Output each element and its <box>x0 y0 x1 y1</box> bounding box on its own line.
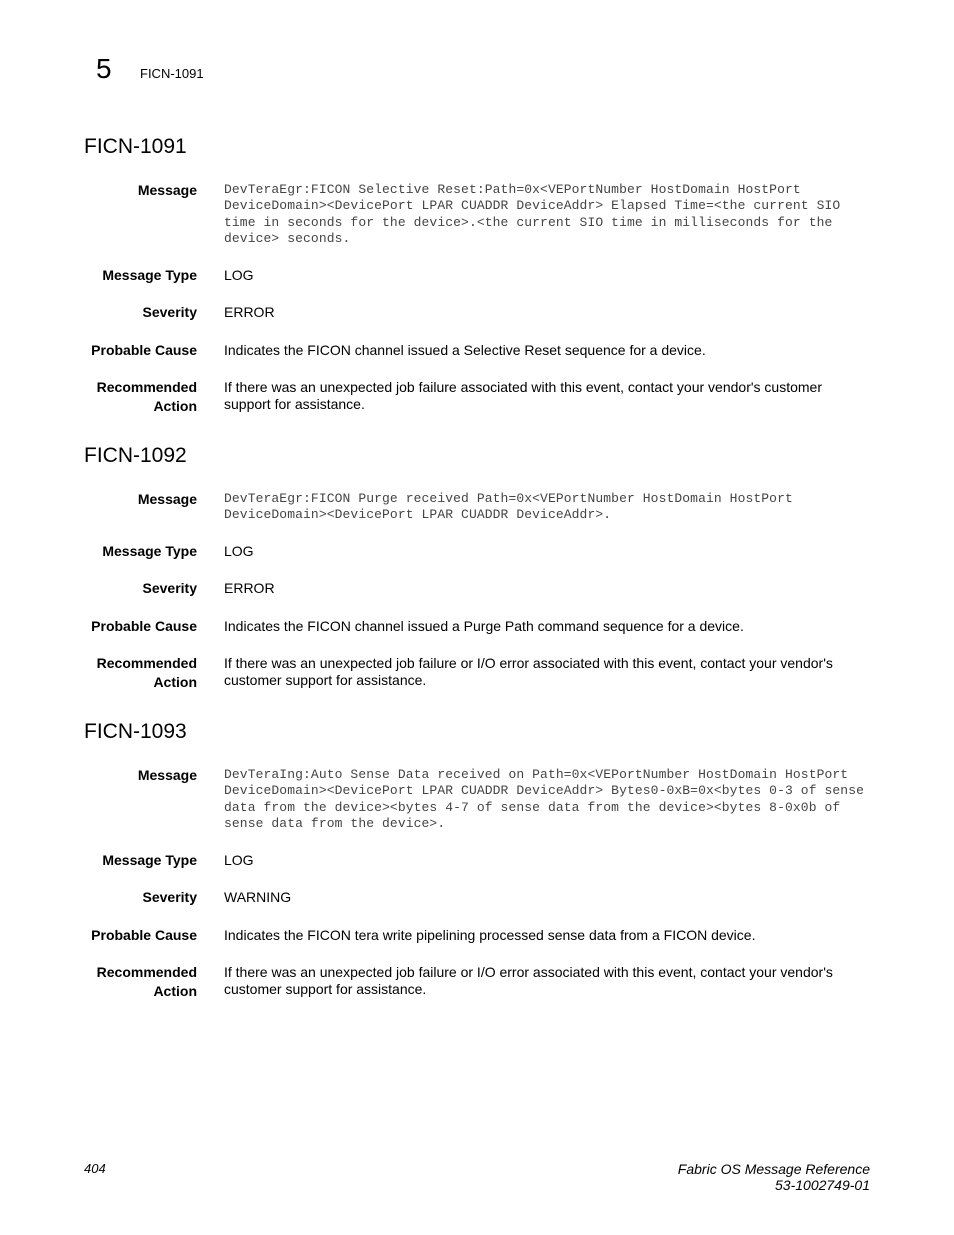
doc-number: 53-1002749-01 <box>775 1177 870 1193</box>
page-number: 404 <box>84 1161 106 1176</box>
recommended-label-line1: Recommended <box>96 964 197 980</box>
recommended-label-line1: Recommended <box>96 379 197 395</box>
doc-title: Fabric OS Message Reference <box>677 1161 870 1177</box>
message-label: Message <box>137 491 197 507</box>
severity-value: ERROR <box>224 304 275 320</box>
message-type-value: LOG <box>224 267 254 283</box>
recommended-action-value: If there was an unexpected job failure associated with this event, contact your vendor's customer support for assistance. <box>224 379 822 412</box>
recommended-label-line2: Action <box>153 674 197 690</box>
recommended-action-label <box>37 378 197 416</box>
message-label: Message <box>137 767 197 783</box>
message-type-label: Message Type <box>102 543 197 559</box>
severity-value: WARNING <box>224 889 292 905</box>
severity-label: Severity <box>142 580 197 596</box>
running-head: FICN-1091 <box>140 66 204 81</box>
message-type-label: Message Type <box>102 852 197 868</box>
recommended-label-line2: Action <box>153 983 197 999</box>
message-text: DevTeraEgr:FICON Selective Reset:Path=0x<VEPortNumber HostDomain HostPort DeviceDomain><DevicePort LPAR CUADDR DeviceAddr> Elapsed Time=<the current SIO time in seconds for the device>.<the current SIO time in milliseconds for the device> seconds. <box>224 182 841 246</box>
recommended-action-value: If there was an unexpected job failure or I/O error associated with this event, contact your vendor's customer support for assistance. <box>224 655 833 688</box>
recommended-label-line2: Action <box>153 398 197 414</box>
severity-label: Severity <box>142 889 197 905</box>
footer-doc-info <box>678 1161 870 1193</box>
message-type-value: LOG <box>224 852 254 868</box>
recommended-label-line1: Recommended <box>96 655 197 671</box>
probable-cause-value: Indicates the FICON channel issued a Purge Path command sequence for a device. <box>224 618 744 634</box>
message-type-value: LOG <box>224 543 254 559</box>
recommended-action-label <box>37 654 197 692</box>
section-title: FICN-1092 <box>84 444 187 467</box>
message-text: DevTeraEgr:FICON Purge received Path=0x<VEPortNumber HostDomain HostPort DeviceDomain><DevicePort LPAR CUADDR DeviceAddr>. <box>224 491 793 523</box>
chapter-number: 5 <box>96 53 112 84</box>
probable-cause-label: Probable Cause <box>91 342 197 358</box>
recommended-action-label <box>37 963 197 1001</box>
probable-cause-label: Probable Cause <box>91 927 197 943</box>
severity-label: Severity <box>142 304 197 320</box>
section-title: FICN-1091 <box>84 135 187 158</box>
section-title: FICN-1093 <box>84 720 187 743</box>
probable-cause-value: Indicates the FICON channel issued a Selective Reset sequence for a device. <box>224 342 706 358</box>
probable-cause-label: Probable Cause <box>91 618 197 634</box>
message-type-label: Message Type <box>102 267 197 283</box>
probable-cause-value: Indicates the FICON tera write pipelining processed sense data from a FICON device. <box>224 927 756 943</box>
recommended-action-value: If there was an unexpected job failure or I/O error associated with this event, contact your vendor's customer support for assistance. <box>224 964 833 997</box>
message-text: DevTeraIng:Auto Sense Data received on Path=0x<VEPortNumber HostDomain HostPort DeviceDomain><DevicePort LPAR CUADDR DeviceAddr> Bytes0-0xB=0x<bytes 0-3 of sense data from the device><bytes 4-7 of sense data from the device><bytes 8-0x0b of sense data from the device>. <box>224 767 865 831</box>
message-label: Message <box>137 182 197 198</box>
severity-value: ERROR <box>224 580 275 596</box>
